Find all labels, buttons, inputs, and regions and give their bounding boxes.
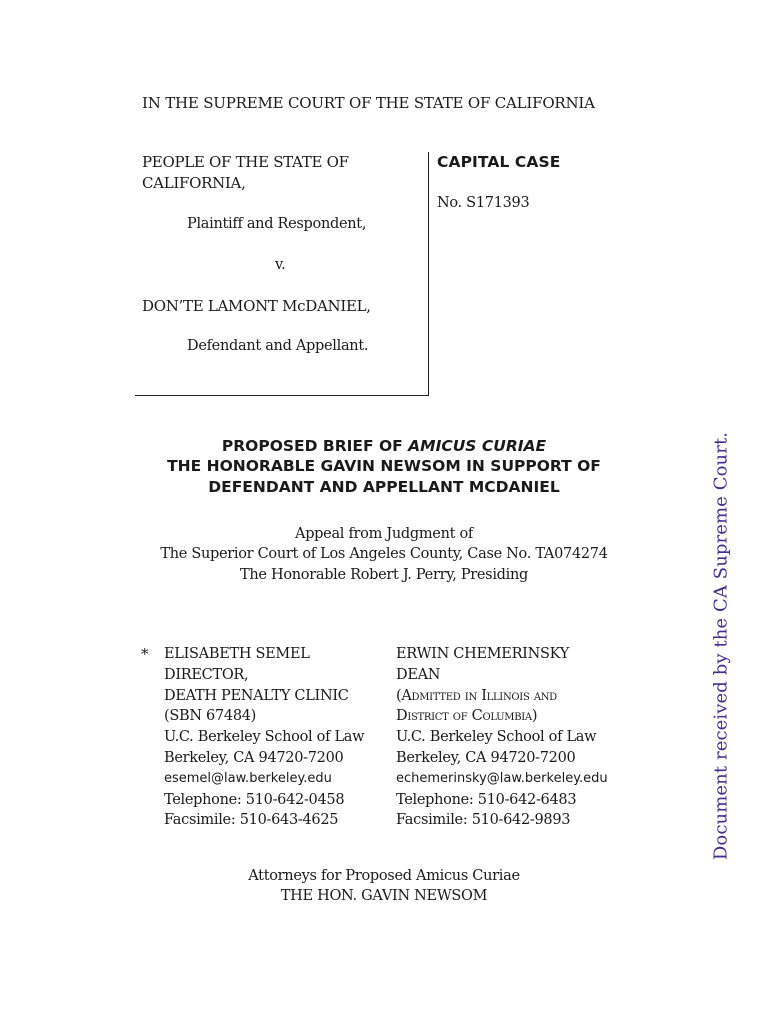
brief-title-line3: DEFENDANT AND APPELLANT MCDANIEL bbox=[208, 478, 560, 496]
counsel-right-fax: Facsimile: 510-642-9893 bbox=[396, 812, 571, 829]
brief-title-prefix: PROPOSED BRIEF OF bbox=[221, 437, 409, 455]
counsel-right-title1: DEAN bbox=[396, 666, 441, 683]
counsel-right-block bbox=[396, 644, 608, 831]
appeal-line1: Appeal from Judgment of bbox=[295, 526, 473, 542]
counsel-right-email: echemerinsky@law.berkeley.edu bbox=[396, 770, 608, 786]
counsel-right-admitted2: District of Columbia) bbox=[396, 708, 538, 725]
brief-title-line2: THE HONORABLE GAVIN NEWSOM IN SUPPORT OF bbox=[167, 457, 601, 475]
counsel-left-email: esemel@law.berkeley.edu bbox=[164, 770, 332, 786]
attorneys-for-line1: Attorneys for Proposed Amicus Curiae bbox=[248, 868, 520, 884]
counsel-right-admitted1: (Admitted in Illinois and bbox=[396, 687, 557, 704]
appeal-line3: The Honorable Robert J. Perry, Presiding bbox=[239, 567, 529, 583]
caption-horizontal-rule bbox=[135, 395, 429, 396]
counsel-left-fax: Facsimile: 510-643-4625 bbox=[164, 812, 339, 829]
case-type-label: CAPITAL CASE bbox=[437, 153, 561, 171]
counsel-left-name: ELISABETH SEMEL bbox=[164, 646, 310, 662]
plaintiff-role: Plaintiff and Respondent, bbox=[187, 216, 367, 232]
versus-label: v. bbox=[275, 257, 286, 273]
attorneys-for-line2: THE HON. GAVIN NEWSOM bbox=[280, 888, 488, 904]
counsel-right-phone: Telephone: 510-642-6483 bbox=[396, 791, 577, 808]
defendant-role: Defendant and Appellant. bbox=[187, 338, 369, 354]
counsel-left-title1: DIRECTOR, bbox=[164, 666, 249, 683]
court-heading: IN THE SUPREME COURT OF THE STATE OF CALIFORNIA bbox=[142, 94, 595, 112]
counsel-left-block bbox=[164, 644, 364, 831]
received-watermark: Document received by the CA Supreme Court. bbox=[710, 431, 732, 861]
counsel-left-title2: DEATH PENALTY CLINIC bbox=[164, 687, 349, 704]
counsel-left-bar-number: (SBN 67484) bbox=[164, 708, 257, 725]
brief-title-amicus: AMICUS CURIAE bbox=[408, 437, 547, 455]
defendant-name: DON’TE LAMONT McDANIEL, bbox=[142, 297, 371, 315]
plaintiff-name-line1: PEOPLE OF THE STATE OF bbox=[142, 153, 349, 171]
counsel-of-record-marker: * bbox=[141, 645, 149, 663]
counsel-right-school: U.C. Berkeley School of Law bbox=[396, 729, 597, 746]
counsel-right-name: ERWIN CHEMERINSKY bbox=[396, 646, 570, 662]
plaintiff-name-line2: CALIFORNIA, bbox=[142, 174, 246, 192]
counsel-left-city: Berkeley, CA 94720-7200 bbox=[164, 749, 344, 766]
caption-vertical-rule bbox=[428, 152, 429, 396]
counsel-left-school: U.C. Berkeley School of Law bbox=[164, 729, 365, 746]
brief-title-line1 bbox=[0, 437, 768, 455]
appeal-line2: The Superior Court of Los Angeles County, Case No. TA074274 bbox=[160, 546, 608, 562]
case-number: No. S171393 bbox=[437, 195, 530, 211]
counsel-right-city: Berkeley, CA 94720-7200 bbox=[396, 749, 576, 766]
counsel-left-phone: Telephone: 510-642-0458 bbox=[164, 791, 345, 808]
